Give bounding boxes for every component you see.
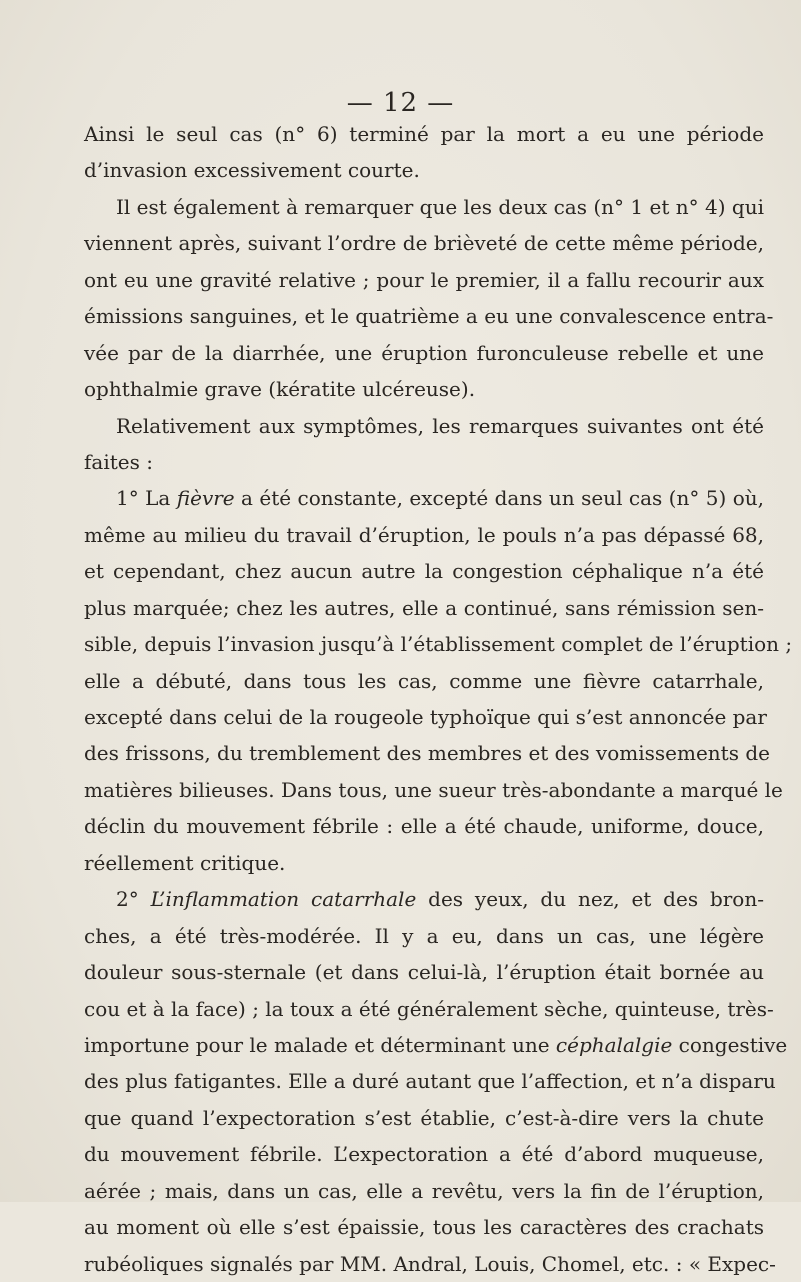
text-line: cou et à la face) ; la toux a été généralement sèche, quinteuse, très-	[84, 996, 774, 1021]
italic-term: céphalalgie	[555, 1032, 673, 1057]
text-line: et cependant, chez aucun autre la congestion céphalique n’a été	[84, 559, 764, 584]
text-line: que quand l’expectoration s’est établie, c’est-à-dire vers la chute	[84, 1105, 764, 1130]
page-number: — 12 —	[346, 88, 455, 118]
text-line: excepté dans celui de la rougeole typhoïque qui s’est annoncée par	[84, 705, 767, 729]
text-line: 2° L’inflammation catarrhale des yeux, du nez, et des bron-	[116, 887, 764, 912]
text-line: ches, a été très-modérée. Il y a eu, dans un cas, une légère	[84, 923, 764, 948]
text-line: douleur sous-sternale (et dans celui-là, l’éruption était bornée au	[84, 960, 764, 985]
text-line: 1° La fièvre a été constante, excepté dans un seul cas (n° 5) où,	[116, 486, 764, 511]
body-text	[84, 116, 793, 1282]
text-line: réellement critique.	[84, 850, 286, 875]
text-line: ont eu une gravité relative ; pour le premier, il a fallu recourir aux	[84, 267, 764, 292]
text-line: sible, depuis l’invasion jusqu’à l’établissement complet de l’éruption ;	[84, 632, 793, 657]
text-line: même au milieu du travail d’éruption, le pouls n’a pas dépassé 68,	[84, 522, 764, 547]
text-line: importune pour le malade et déterminant une céphalalgie congestive	[84, 1032, 788, 1057]
text-line: au moment où elle s’est épaissie, tous les caractères des crachats	[84, 1215, 764, 1240]
text-line: Relativement aux symptômes, les remarques suivantes ont été	[116, 413, 764, 438]
text-line: du mouvement fébrile. L’expectoration a été d’abord muqueuse,	[84, 1142, 764, 1167]
italic-term: fièvre	[176, 486, 235, 511]
text-line: elle a débuté, dans tous les cas, comme une fièvre catarrhale,	[84, 668, 764, 693]
text-line: plus marquée; chez les autres, elle a continué, sans rémission sen-	[84, 595, 764, 620]
text-line: ophthalmie grave (kératite ulcéreuse).	[84, 377, 476, 402]
text-line: vée par de la diarrhée, une éruption furonculeuse rebelle et une	[84, 340, 764, 365]
text-line: déclin du mouvement fébrile : elle a été chaude, uniforme, douce,	[84, 814, 764, 839]
text-line: Ainsi le seul cas (n° 6) terminé par la mort a eu une période	[84, 122, 764, 146]
text-line: des plus fatigantes. Elle a duré autant que l’affection, et n’a disparu	[84, 1069, 776, 1094]
text-line: d’invasion excessivement courte.	[84, 158, 420, 183]
text-line: viennent après, suivant l’ordre de brièveté de cette même période,	[84, 231, 764, 256]
text-line: rubéoliques signalés par MM. Andral, Louis, Chomel, etc. : « Expec-	[84, 1251, 776, 1276]
text-line: Il est également à remarquer que les deux cas (n° 1 et n° 4) qui	[116, 194, 764, 219]
italic-term: L’inflammation catarrhale	[150, 887, 417, 912]
text-line: émissions sanguines, et le quatrième a eu une convalescence entra-	[84, 304, 774, 329]
text-line: matières bilieuses. Dans tous, une sueur très-abondante a marqué le	[84, 777, 783, 802]
text-line: faites :	[84, 449, 153, 474]
text-line: aérée ; mais, dans un cas, elle a revêtu, vers la fin de l’éruption,	[84, 1178, 764, 1203]
text-line: des frissons, du tremblement des membres et des vomissements de	[84, 741, 770, 766]
